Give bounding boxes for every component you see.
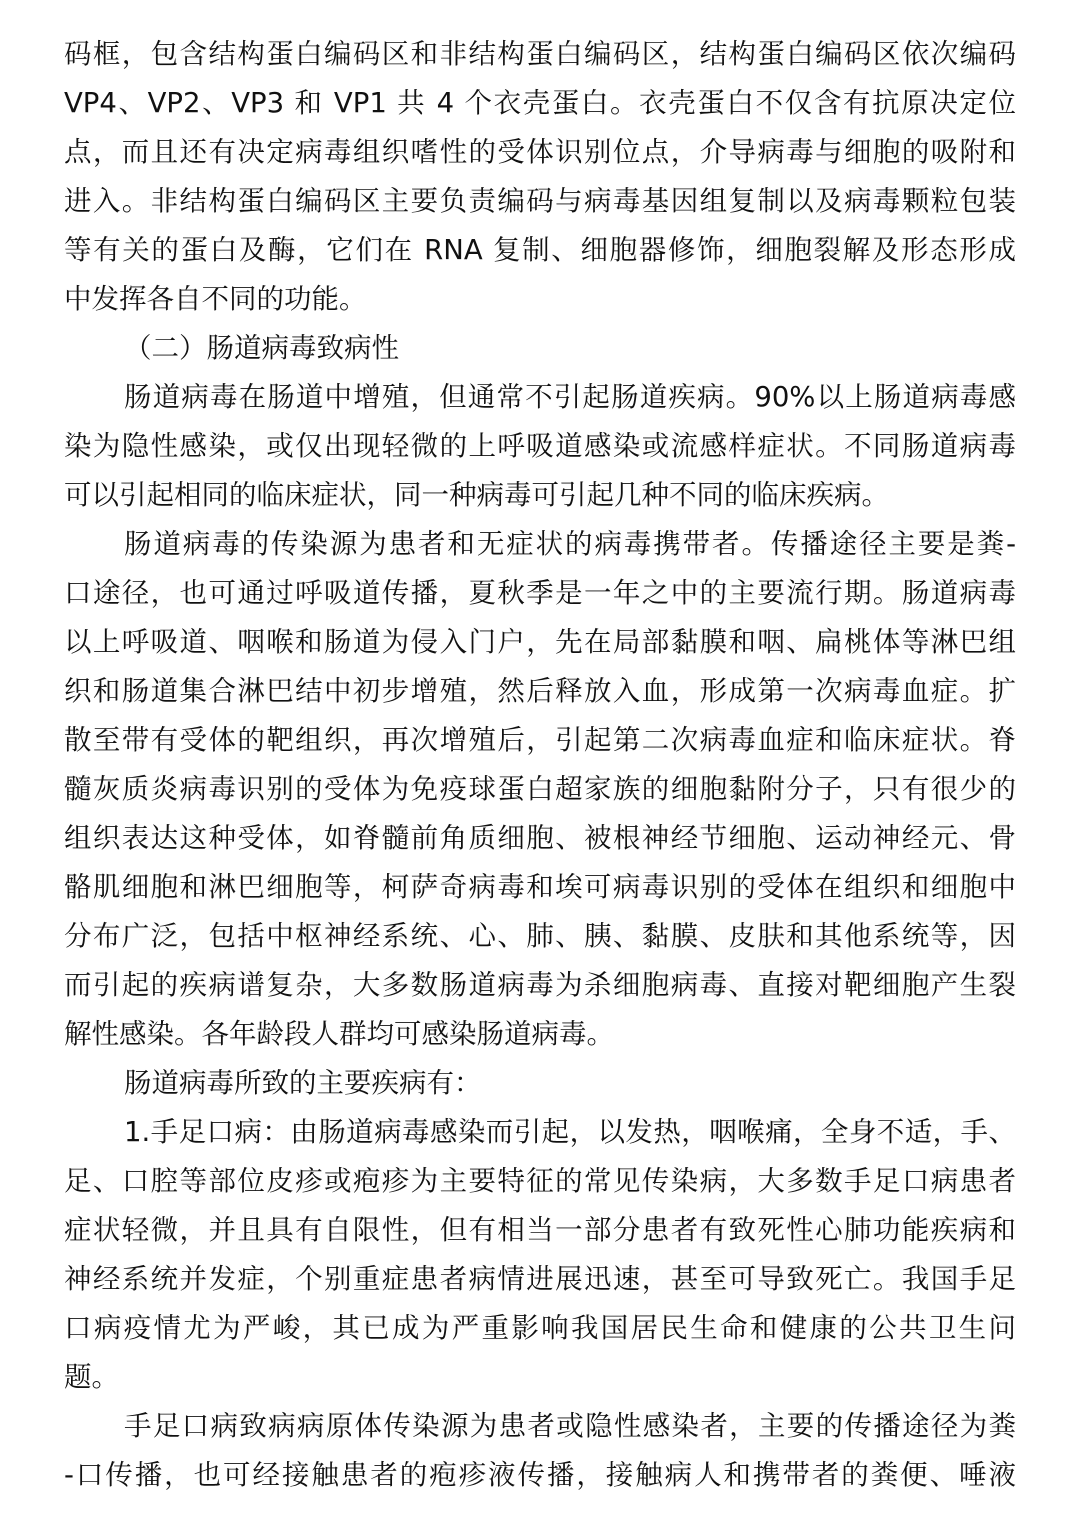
text-line: 散至带有受体的靶组织，再次增殖后，引起第二次病毒血症和临床症状。脊 [64,724,1016,756]
text-line: 解性感染。各年龄段人群均可感染肠道病毒。 [64,1018,614,1050]
text-line: 等有关的蛋白及酶，它们在 RNA 复制、细胞器修饰，细胞裂解及形态形成 [64,234,1016,266]
text-line: 口途径，也可通过呼吸道传播，夏秋季是一年之中的主要流行期。肠道病毒 [64,577,1016,609]
text-line: 口病疫情尤为严峻，其已成为严重影响我国居民生命和健康的公共卫生问 [64,1312,1016,1344]
text-line: 码框，包含结构蛋白编码区和非结构蛋白编码区，结构蛋白编码区依次编码 [64,38,1016,70]
text-line: 题。 [64,1361,119,1393]
text-line: 以上呼吸道、咽喉和肠道为侵入门户，先在局部黏膜和咽、扁桃体等淋巴组 [64,626,1016,658]
paragraph-first-line: 肠道病毒在肠道中增殖，但通常不引起肠道疾病。90%以上肠道病毒感 [124,381,1016,413]
text-line: 神经系统并发症，个别重症患者病情进展迅速，甚至可导致死亡。我国手足 [64,1263,1016,1295]
text-line: 而引起的疾病谱复杂，大多数肠道病毒为杀细胞病毒、直接对靶细胞产生裂 [64,969,1016,1001]
text-line: 中发挥各自不同的功能。 [64,283,367,315]
text-line: 分布广泛，包括中枢神经系统、心、肺、胰、黏膜、皮肤和其他系统等，因 [64,920,1016,952]
text-line: 织和肠道集合淋巴结中初步增殖，然后释放入血，形成第一次病毒血症。扩 [64,675,1016,707]
text-line: 症状轻微，并且具有自限性，但有相当一部分患者有致死性心肺功能疾病和 [64,1214,1016,1246]
text-line: 可以引起相同的临床症状，同一种病毒可引起几种不同的临床疾病。 [64,479,889,511]
text-line: 髓灰质炎病毒识别的受体为免疫球蛋白超家族的细胞黏附分子，只有很少的 [64,773,1016,805]
text-line: 染为隐性感染，或仅出现轻微的上呼吸道感染或流感样症状。不同肠道病毒 [64,430,1016,462]
text-line: 足、口腔等部位皮疹或疱疹为主要特征的常见传染病，大多数手足口病患者 [64,1165,1016,1197]
list-intro: 肠道病毒所致的主要疾病有： [124,1067,482,1099]
paragraph-first-line: 手足口病致病病原体传染源为患者或隐性感染者，主要的传播途径为粪 [124,1410,1016,1442]
text-line: 点，而且还有决定病毒组织嗜性的受体识别位点，介导病毒与细胞的吸附和 [64,136,1016,168]
section-heading: （二）肠道病毒致病性 [124,332,399,364]
list-item-first-line: 1.手足口病：由肠道病毒感染而引起，以发热，咽喉痛，全身不适，手、 [124,1116,1016,1148]
text-line: 组织表达这种受体，如脊髓前角质细胞、被根神经节细胞、运动神经元、骨 [64,822,1016,854]
paragraph-first-line: 肠道病毒的传染源为患者和无症状的病毒携带者。传播途径主要是粪- [124,528,1016,560]
text-line: VP4、VP2、VP3 和 VP1 共 4 个衣壳蛋白。衣壳蛋白不仅含有抗原决定位 [64,87,1016,119]
text-line: 进入。非结构蛋白编码区主要负责编码与病毒基因组复制以及病毒颗粒包装 [64,185,1016,217]
text-line: -口传播，也可经接触患者的疱疹液传播，接触病人和携带者的粪便、唾液 [64,1459,1016,1491]
text-line: 骼肌细胞和淋巴细胞等，柯萨奇病毒和埃可病毒识别的受体在组织和细胞中 [64,871,1016,903]
